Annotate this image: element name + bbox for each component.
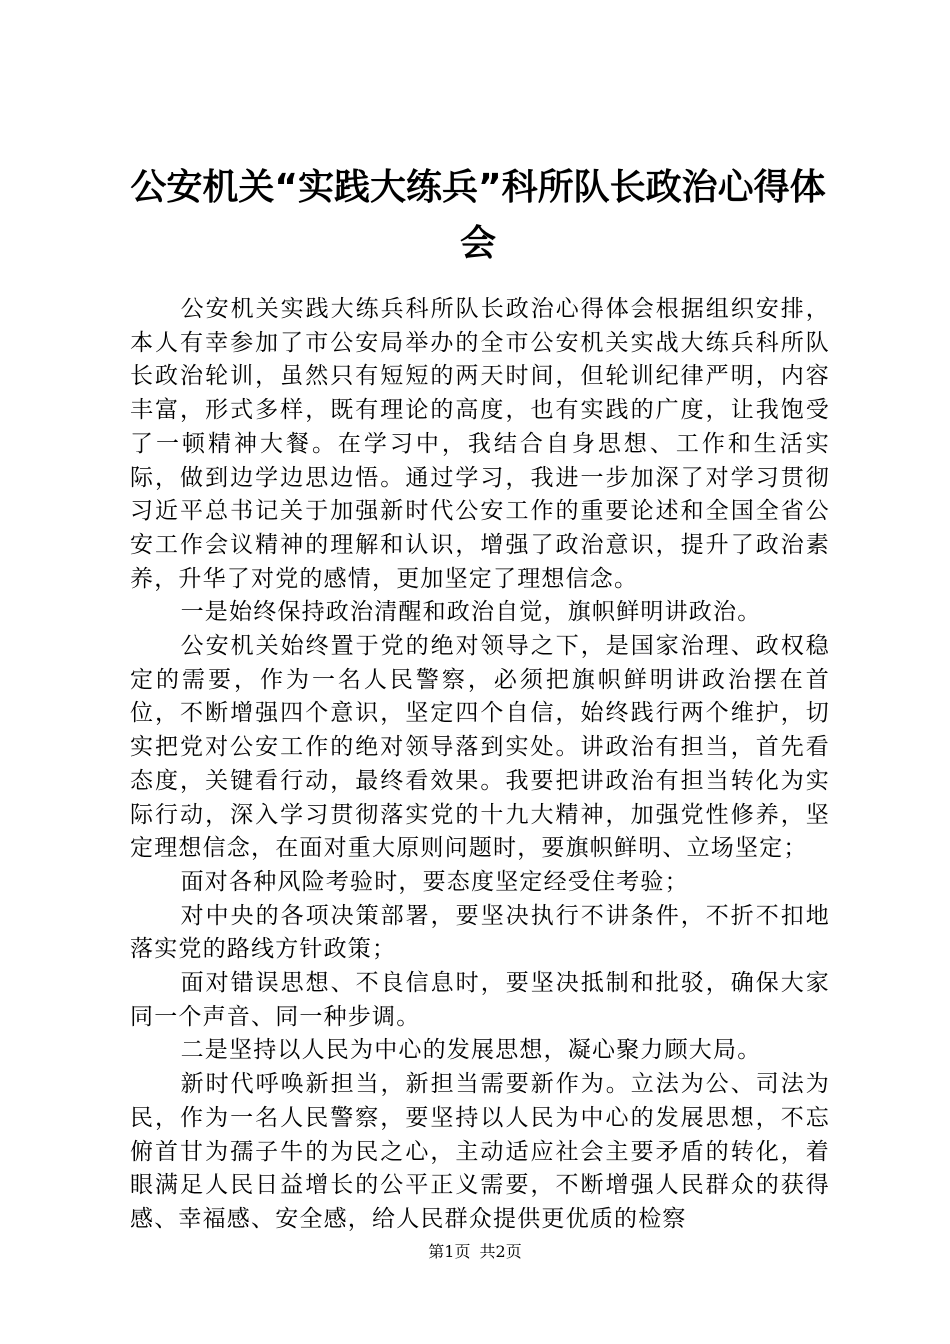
paragraph: 对中央的各项决策部署，要坚决执行不讲条件，不折不扣地落实党的路线方针政策；	[130, 902, 830, 963]
page-number: 第1页	[428, 1242, 471, 1261]
page-footer	[0, 1242, 950, 1262]
document-title: 公安机关“实践大练兵”科所队长政治心得体会	[130, 167, 826, 264]
paragraph: 新时代呼唤新担当，新担当需要新作为。立法为公、司法为民，作为一名人民警察，要坚持以人民为中心的发展思想，不忘俯首甘为孺子牛的为民之心，主动适应社会主要矛盾的转化，着眼满足人民日益增长的公平正义需要，不断增强人民群众的获得感、幸福感、安全感，给人民群众提供更优质的检察	[130, 1071, 830, 1232]
paragraph: 公安机关实践大练兵科所队长政治心得体会根据组织安排，本人有幸参加了市公安局举办的全市公安机关实战大练兵科所队长政治轮训，虽然只有短短的两天时间，但轮训纪律严明，内容丰富，形式多样，既有理论的高度，也有实践的广度，让我饱受了一顿精神大餐。在学习中，我结合自身思想、工作和生活实际，做到边学边思边悟。通过学习，我进一步加深了对学习贯彻习近平总书记关于加强新时代公安工作的重要论述和全国全省公安工作会议精神的理解和认识，增强了政治意识，提升了政治素养，升华了对党的感情，更加坚定了理想信念。	[130, 296, 830, 592]
page-total: 共2页	[479, 1242, 522, 1261]
paragraph: 公安机关始终置于党的绝对领导之下，是国家治理、政权稳定的需要，作为一名人民警察，必须把旗帜鲜明讲政治摆在首位，不断增强四个意识，坚定四个自信，始终践行两个维护，切实把党对公安工作的绝对领导落到实处。讲政治有担当，首先看态度，关键看行动，最终看效果。我要把讲政治有担当转化为实际行动，深入学习贯彻落实党的十九大精神，加强党性修养，坚定理想信念，在面对重大原则问题时，要旗帜鲜明、立场坚定；	[130, 633, 830, 862]
paragraph: 二是坚持以人民为中心的发展思想，凝心聚力顾大局。	[180, 1037, 762, 1064]
paragraph: 面对各种风险考验时，要态度坚定经受住考验；	[180, 868, 689, 895]
paragraph: 一是始终保持政治清醒和政治自觉，旗帜鲜明讲政治。	[180, 599, 762, 626]
document-body	[130, 293, 830, 1237]
paragraph: 面对错误思想、不良信息时，要坚决抵制和批驳，确保大家同一个声音、同一种步调。	[130, 970, 830, 1030]
